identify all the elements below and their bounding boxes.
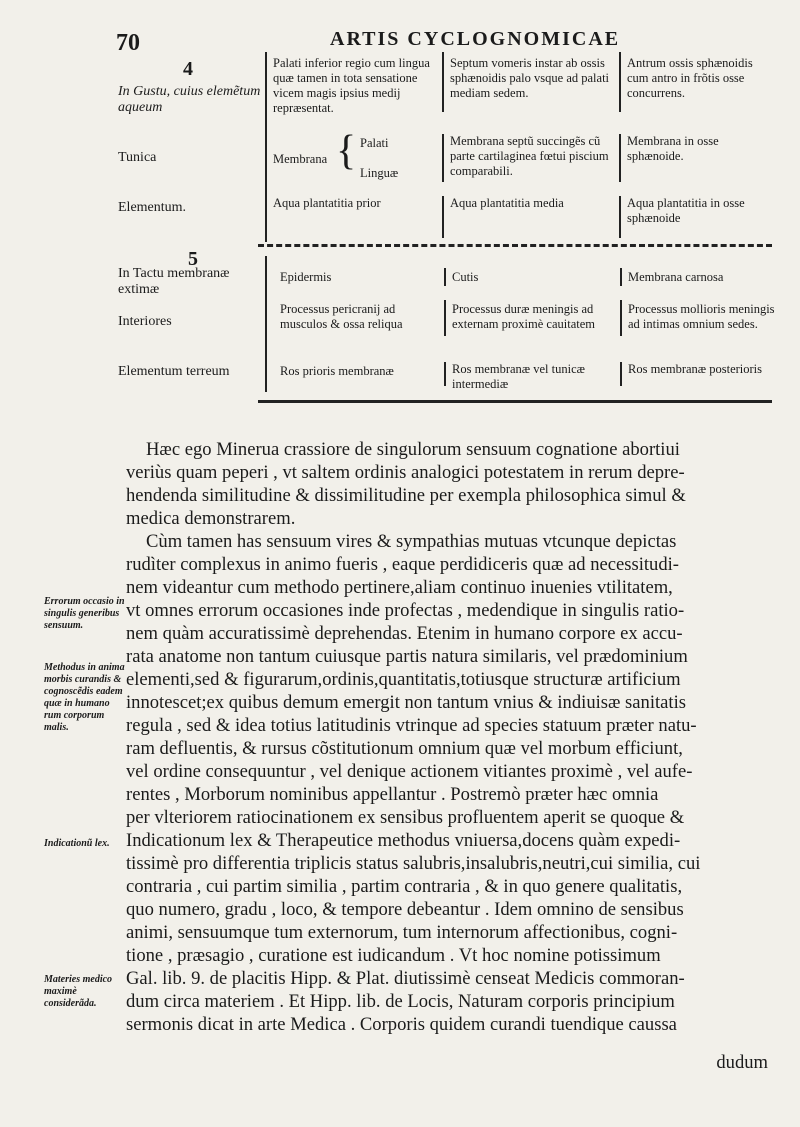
text-line: tissimè pro differentia triplicis status salubris,insalubris,neutri,cui similia, cui: [126, 853, 701, 874]
table-cell: Membrana carnosa: [628, 270, 724, 284]
table-cell: Processus duræ meningis ad externam proximè cauitatem: [452, 302, 595, 331]
text-line: dum circa materiem . Et Hipp. lib. de Locis, Naturam corporis principium: [126, 991, 675, 1012]
text-line: tione , præsagio , curatione est iudicandum . Vt hoc nomine potissimum: [126, 945, 661, 966]
text-line: nem videantur cum methodo pertinere,aliam continuo inuenies vtilitatem,: [126, 577, 673, 598]
text-line: vt omnes errorum occasiones inde profectas , medendique in singulis ratio-: [126, 600, 685, 621]
table-cell: Linguæ: [360, 166, 399, 180]
text-line: quo numero, gradu , loco, & tempore debeantur . Idem omnino de sensibus: [126, 899, 684, 920]
text-line: rata anatome non tantum cuiusque partis natura similaris, vel prædominium: [126, 646, 688, 667]
text-line: Indicationum lex & Therapeutice methodus vniuersa,docens quàm expedi-: [126, 830, 681, 851]
brace: {: [336, 128, 357, 174]
margin-note: Materies medico maximè considerãda.: [44, 974, 113, 1009]
table-cell: Epidermis: [280, 270, 332, 284]
text-line: nem quàm accuratissimè deprehendas. Etenim in humano corpore ex accu-: [126, 623, 683, 644]
vertical-rule: [444, 268, 446, 286]
table-cell: Processus pericranij ad musculos & ossa reliqua: [280, 302, 403, 331]
section-number: 4: [183, 58, 193, 80]
table-cell: Palati: [360, 136, 389, 150]
table-cell: Ros prioris membranæ: [280, 364, 394, 378]
text-line: medica demonstrarem.: [126, 508, 296, 529]
text-line: Cùm tamen has sensuum vires & sympathias mutuas vtcunque depictas: [146, 531, 677, 552]
vertical-rule: [619, 52, 621, 112]
table-cell: Ros membranæ vel tunicæ intermediæ: [452, 362, 585, 391]
text-line: hendenda similitudine & dissimilitudine per exempla philosophica simul &: [126, 485, 686, 506]
table-cell: Aqua plantatitia in osse sphænoide: [627, 196, 745, 225]
text-line: Hæc ego Minerua crassiore de singulorum sensuum cognatione abortiui: [146, 439, 680, 460]
table-cell: Cutis: [452, 270, 479, 284]
text-line: ram defluentis, & rursus cõstitutionum omnium quæ vel morbum efficiunt,: [126, 738, 683, 759]
table-bottom-rule: [258, 400, 772, 403]
row-label: Tunica: [118, 150, 157, 165]
row-label: Elementum terreum: [118, 364, 230, 379]
text-line: innotescet;ex quibus demum emergit non tantum vnius & indiuisæ sanitatis: [126, 692, 687, 713]
vertical-rule: [620, 268, 622, 286]
table-cell: Palati inferior regio cum lingua quæ tamen in tota sensatione vicem magis ipsius medij repræsentat.: [273, 56, 430, 115]
vertical-rule: [619, 134, 621, 182]
vertical-rule: [620, 300, 622, 336]
paragraph-1: [126, 438, 772, 530]
text-line: rudìter complexus in animo fueris , eaque perdidiceris quæ ad necessitudi-: [126, 554, 680, 575]
vertical-rule: [265, 256, 267, 392]
table-cell: Ros membranæ posterioris: [628, 362, 763, 376]
paragraph-2: [126, 530, 772, 1036]
margin-note: Indicationũ lex.: [44, 838, 110, 849]
page-number: 70: [116, 30, 140, 56]
row-label: In Tactu membranæ extimæ: [118, 266, 230, 297]
table-cell: Membrana in osse sphænoide.: [627, 134, 719, 163]
catchword: dudum: [716, 1052, 768, 1073]
table-cell: Membrana septũ succingẽs cũ parte cartilaginea fœtui piscium comparabili.: [450, 134, 609, 178]
text-line: veriùs quam peperi , vt saltem ordinis analogici potestatem in rerum depre-: [126, 462, 685, 483]
vertical-rule: [444, 300, 446, 336]
text-line: vel ordine consequuntur , vel denique actionem vitiantes proximè , vel aufe-: [126, 761, 693, 782]
text-line: rentes , Morborum nominibus appellantur . Postremò præter hæc omnia: [126, 784, 659, 805]
vertical-rule: [442, 196, 444, 238]
margin-note: Errorum occasio in singulis generibus sensuum.: [44, 596, 125, 631]
running-head: ARTIS CYCLOGNOMICAE: [330, 28, 621, 50]
text-line: sermonis dicat in arte Medica . Corporis quidem curandi tuendique caussa: [126, 1014, 677, 1035]
text-line: regula , sed & idea totius latitudinis vtrinque ad species statuum præter natu-: [126, 715, 697, 736]
text-line: per vlteriorem ratiocinationem ex sensibus profluentem aperit se quoque &: [126, 807, 685, 828]
vertical-rule: [444, 362, 446, 386]
row-label: Elementum.: [118, 200, 187, 215]
table-cell: Aqua plantatitia media: [450, 196, 564, 210]
table-cell: Membrana: [273, 152, 328, 166]
vertical-rule: [619, 196, 621, 238]
text-line: elementi,sed & figurarum,ordinis,quantitatis,totiusque structuræ artificium: [126, 669, 681, 690]
vertical-rule: [620, 362, 622, 386]
row-label: Interiores: [118, 314, 172, 329]
table-cell: Aqua plantatitia prior: [273, 196, 381, 210]
text-line: animi, sensuumque tum externorum, tum internorum affectionibus, cogni-: [126, 922, 678, 943]
vertical-rule: [265, 52, 267, 242]
table-cell: Antrum ossis sphænoidis cum antro in frõtis osse concurrens.: [627, 56, 753, 100]
margin-note: Methodus in anima morbis curandis & cognoscẽdis eadem quæ in humano rum corporum malis.: [44, 662, 125, 733]
text-line: Gal. lib. 9. de placitis Hipp. & Plat. diutissimè censeat Medicis commoran-: [126, 968, 685, 989]
text-line: contraria , cui partim similia , partim contraria , & in quo genere qualitatis,: [126, 876, 683, 897]
vertical-rule: [442, 52, 444, 112]
table-separator-dashed: [258, 244, 772, 247]
vertical-rule: [442, 134, 444, 182]
table-cell: Septum vomeris instar ab ossis sphænoidis palo vsque ad palati mediam sedem.: [450, 56, 610, 100]
row-label: In Gustu, cuius elemẽtum aqueum: [118, 84, 261, 115]
section-number: 5: [188, 248, 198, 270]
table-cell: Processus mollioris meningis ad intimas omnium sedes.: [628, 302, 775, 331]
